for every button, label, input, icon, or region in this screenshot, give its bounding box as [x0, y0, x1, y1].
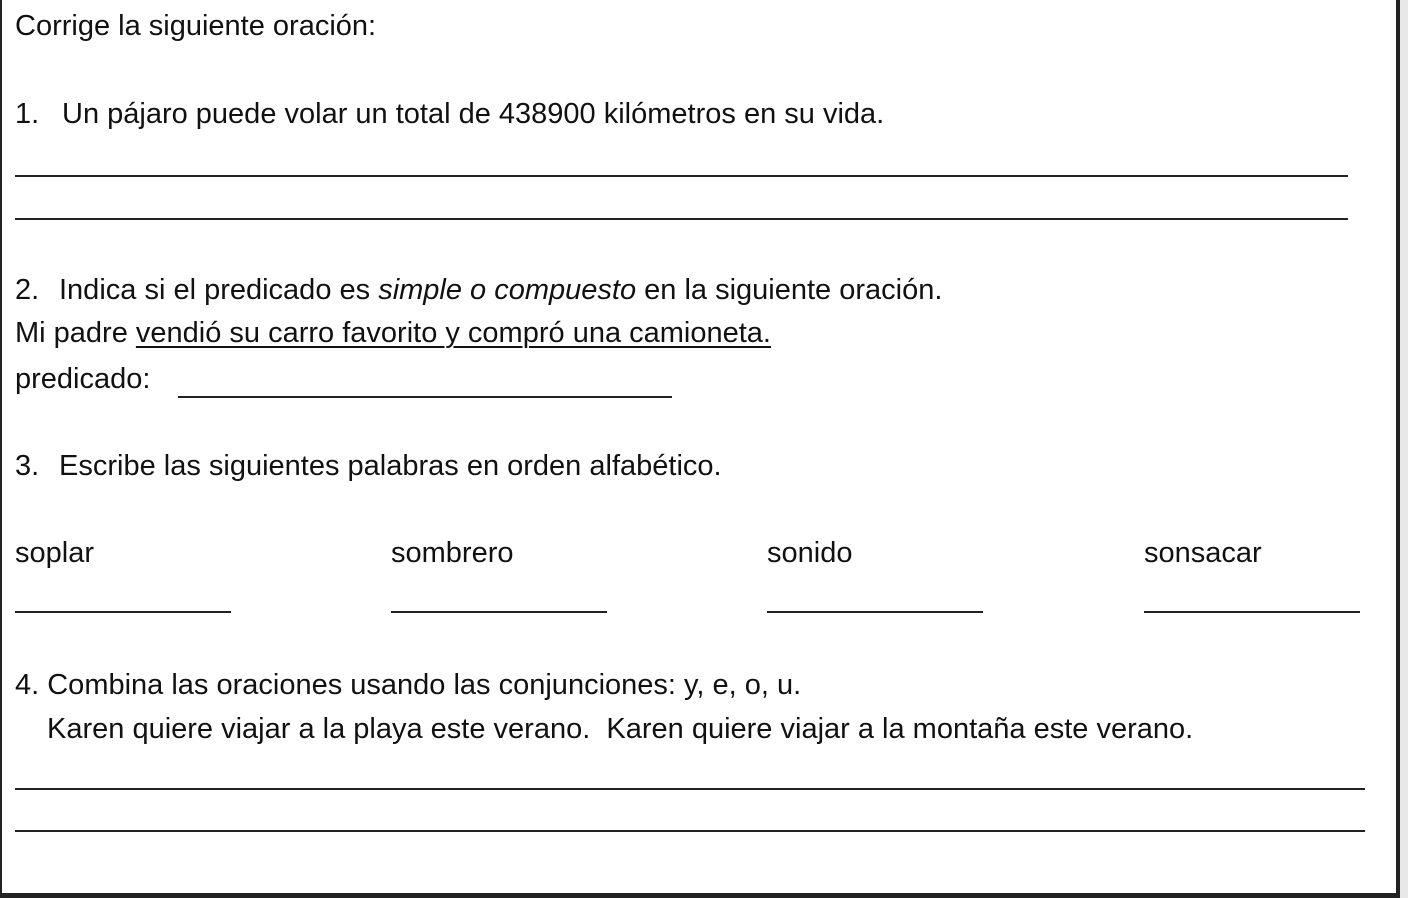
- question-2-text-italic: simple o compuesto: [378, 274, 637, 306]
- question-3-text: Escribe las siguientes palabras en orden alfabético.: [59, 450, 722, 482]
- predicate-answer-label: predicado:: [15, 363, 151, 395]
- sentence-subject: Mi padre: [15, 317, 136, 349]
- question-4-answer-line-1: [15, 788, 1365, 790]
- question-2-number: 2.: [15, 274, 40, 306]
- question-1-number: 1.: [15, 98, 40, 130]
- word-answer-line-2: [391, 611, 607, 613]
- word-answer-line-4: [1144, 611, 1360, 613]
- page-border-left: [0, 0, 2, 898]
- sentence-predicate: vendió su carro favorito y compró una camioneta.: [135, 317, 771, 349]
- question-2-text-after: en la siguiente oración.: [636, 274, 943, 306]
- word-item-4: sonsacar: [1144, 537, 1262, 569]
- worksheet-heading: Corrige la siguiente oración:: [15, 10, 377, 42]
- question-1-answer-line-2: [15, 218, 1348, 220]
- question-4-text: 4. Combina las oraciones usando las conjunciones: y, e, o, u.: [15, 669, 802, 701]
- predicate-answer-line: [178, 396, 672, 398]
- question-1-text: Un pájaro puede volar un total de 438900 kilómetros en su vida.: [62, 98, 885, 130]
- word-item-1: soplar: [15, 537, 94, 569]
- page-border-bottom: [0, 893, 1400, 898]
- word-item-2: sombrero: [391, 537, 514, 569]
- question-2-text-before: Indica si el predicado es: [59, 274, 379, 306]
- question-3-number: 3.: [15, 450, 40, 482]
- question-2-text: [59, 273, 942, 307]
- question-2-sentence: [15, 316, 771, 350]
- word-answer-line-3: [767, 611, 983, 613]
- question-1-answer-line-1: [15, 175, 1348, 177]
- word-answer-line-1: [15, 611, 231, 613]
- word-item-3: sonido: [767, 537, 853, 569]
- page-edge-shadow: [1400, 0, 1408, 898]
- question-4-answer-line-2: [15, 830, 1365, 832]
- question-4-sentences: Karen quiere viajar a la playa este verano. Karen quiere viajar a la montaña este verano.: [47, 713, 1194, 745]
